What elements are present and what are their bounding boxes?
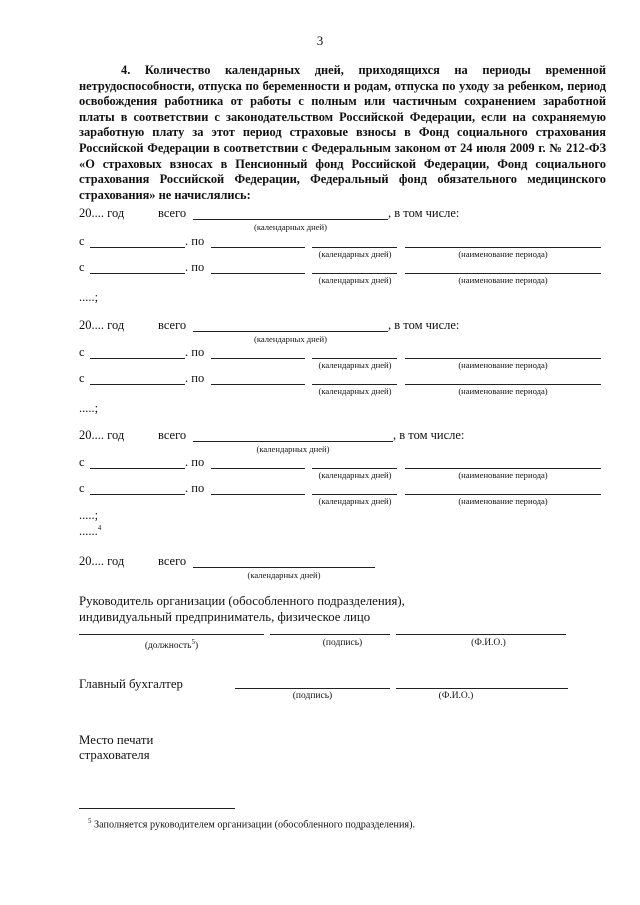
to-label: . по (185, 234, 205, 248)
signature-caption: (подпись) (292, 691, 333, 701)
head-label-line1: Руководитель организации (обособленного подразделения), (79, 594, 405, 608)
total-label: всего (158, 554, 187, 568)
from-label: с (79, 481, 85, 495)
ellipsis-row: .....; (79, 290, 99, 304)
position-field[interactable] (79, 634, 264, 635)
to-date-field[interactable] (211, 384, 305, 385)
period-name-caption: (наименование периода) (458, 386, 548, 396)
ellipsis-row: .....; (79, 401, 99, 415)
total-days-field[interactable] (193, 567, 375, 568)
to-date-field[interactable] (211, 468, 305, 469)
cal-days-caption: (календарных дней) (318, 386, 392, 396)
period-days-field[interactable] (312, 247, 397, 248)
head-signature-field[interactable] (270, 634, 390, 635)
period-name-caption: (наименование периода) (458, 249, 548, 259)
year-label: 20.... год (79, 318, 125, 332)
accountant-signature-field[interactable] (235, 688, 390, 689)
fio-caption: (Ф.И.О.) (471, 638, 506, 648)
period-days-field[interactable] (312, 494, 397, 495)
total-label: всего (158, 206, 187, 220)
footnote-text: Заполняется руководителем организации (обособленного подразделения). (91, 819, 416, 831)
position-caption: (должность$^5$) (144, 638, 199, 652)
period-name-field[interactable] (405, 247, 601, 248)
to-date-field[interactable] (211, 494, 305, 495)
ellipsis-last-row: ......$^4$ (79, 524, 102, 539)
period-days-field[interactable] (312, 358, 397, 359)
head-label-line2: индивидуальный предприниматель, физическое лицо (79, 610, 371, 624)
from-label: с (79, 455, 85, 469)
from-date-field[interactable] (90, 468, 185, 469)
to-label: . по (185, 481, 205, 495)
period-name-field[interactable] (405, 273, 601, 274)
to-date-field[interactable] (211, 247, 305, 248)
footnote-divider (79, 808, 235, 809)
to-label: . по (185, 371, 205, 385)
cal-days-caption: (календарных дней) (318, 496, 392, 506)
footnote-ref-4: 4 (97, 524, 102, 532)
cal-days-caption: (календарных дней) (318, 360, 392, 370)
period-days-field[interactable] (312, 468, 397, 469)
total-days-field[interactable] (193, 441, 393, 442)
period-name-caption: (наименование периода) (458, 275, 548, 285)
total-label: всего (158, 318, 187, 332)
period-name-caption: (наименование периода) (458, 360, 548, 370)
section-4-heading: 4. Количество календарных дней, приходящихся на периоды временной нетрудоспособности, отпуска по беременности и родам, отпуска по уходу за ребенком, период освобождения работника от работы с полным или частичным сохранением заработной платы в соответствии с законодательством Российской Федерации, если на сохраняемую заработную плату за этот период страховые взносы в Фонд социального страхования Российской Федерации в соответствии с Федеральным законом от 24 июля 2009 г. № 212-ФЗ «О страховых взносах в Пенсионный фонд Российской Федерации, Фонд социального страхования Российской Федерации, Федеральный фонд обязательного медицинского страхования» не начислялись: (79, 63, 606, 202)
including-label: , в том числе: (388, 206, 460, 220)
from-label: с (79, 260, 85, 274)
to-label: . по (185, 260, 205, 274)
cal-days-caption: (календарных дней) (318, 470, 392, 480)
total-label: всего (158, 428, 187, 442)
including-label: , в том числе: (393, 428, 465, 442)
footnote-mark: 5 (88, 817, 92, 825)
period-name-caption: (наименование периода) (458, 470, 548, 480)
footnote-5 (88, 817, 415, 830)
year-label: 20.... год (79, 428, 125, 442)
total-days-field[interactable] (193, 219, 388, 220)
from-label: с (79, 371, 85, 385)
period-name-field[interactable] (405, 384, 601, 385)
signature-caption: (подпись) (322, 638, 363, 648)
year-label: 20.... год (79, 206, 125, 220)
period-name-field[interactable] (405, 358, 601, 359)
period-name-field[interactable] (405, 468, 601, 469)
head-fio-field[interactable] (396, 634, 566, 635)
from-date-field[interactable] (90, 384, 185, 385)
cal-days-caption: (календарных дней) (318, 249, 392, 259)
to-label: . по (185, 345, 205, 359)
accountant-fio-field[interactable] (396, 688, 568, 689)
to-date-field[interactable] (211, 273, 305, 274)
cal-days-caption: (календарных дней) (318, 275, 392, 285)
from-date-field[interactable] (90, 247, 185, 248)
from-label: с (79, 234, 85, 248)
from-date-field[interactable] (90, 358, 185, 359)
footnote-ref-5: 5 (191, 638, 196, 646)
from-date-field[interactable] (90, 273, 185, 274)
including-label: , в том числе: (388, 318, 460, 332)
year-label: 20.... год (79, 554, 125, 568)
ellipsis-row: .....; (79, 508, 99, 522)
fio-caption: (Ф.И.О.) (438, 691, 474, 701)
cal-days-caption: (календарных дней) (247, 570, 321, 580)
cal-days-caption: (календарных дней) (253, 222, 328, 232)
stamp-label-line1: Место печати (79, 733, 154, 747)
period-days-field[interactable] (312, 384, 397, 385)
cal-days-caption: (календарных дней) (256, 444, 330, 454)
page-number: 3 (316, 33, 324, 48)
stamp-label-line2: страхователя (79, 748, 150, 762)
total-days-field[interactable] (193, 331, 388, 332)
period-days-field[interactable] (312, 273, 397, 274)
to-label: . по (185, 455, 205, 469)
cal-days-caption: (календарных дней) (253, 334, 328, 344)
to-date-field[interactable] (211, 358, 305, 359)
from-date-field[interactable] (90, 494, 185, 495)
chief-accountant-label: Главный бухгалтер (79, 677, 183, 691)
period-name-caption: (наименование периода) (458, 496, 548, 506)
from-label: с (79, 345, 85, 359)
period-name-field[interactable] (405, 494, 601, 495)
